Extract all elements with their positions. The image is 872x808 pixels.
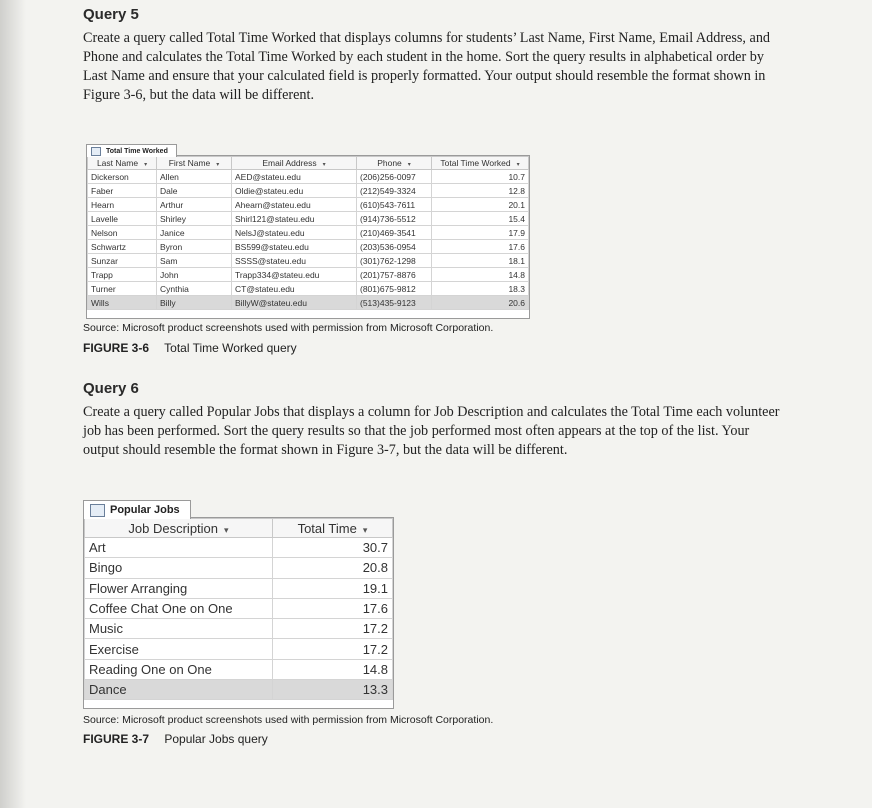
table-cell[interactable]: Byron (157, 240, 232, 254)
query6-heading: Query 6 (83, 380, 139, 397)
table-cell[interactable]: Ahearn@stateu.edu (232, 198, 357, 212)
column-header[interactable] (157, 157, 232, 170)
table-cell[interactable]: (201)757-8876 (357, 268, 432, 282)
table-row[interactable] (88, 240, 529, 254)
table-cell[interactable]: (210)469-3541 (357, 226, 432, 240)
query5-heading: Query 5 (83, 6, 139, 23)
query5-instructions: Create a query called Total Time Worked that displays columns for students’ Last Name, First Name, Email Address, and Phone and calculates the Total Time Worked by each student in the home. Sort the query results in alphabetical order by Last Name and ensure that your calculated field is properly formatted. Your output should resemble the format shown in Figure 3-6, but the data will be different. (83, 30, 771, 103)
column-header-label: Last Name (96, 158, 139, 168)
dropdown-arrow-icon[interactable]: ▾ (362, 524, 368, 535)
column-header[interactable] (357, 157, 432, 170)
table-cell[interactable]: Wills (88, 296, 157, 310)
table-row[interactable] (85, 538, 393, 558)
table-cell[interactable]: 19.1 (273, 578, 393, 598)
dropdown-arrow-icon[interactable]: ▾ (216, 162, 220, 168)
table-cell[interactable]: 17.6 (273, 598, 393, 618)
table-cell[interactable]: (206)256-0097 (357, 170, 432, 184)
table-cell[interactable]: 17.9 (432, 226, 529, 240)
column-header[interactable] (88, 157, 157, 170)
datasheet-table (87, 156, 529, 310)
dropdown-arrow-icon[interactable]: ▾ (516, 162, 520, 168)
table-cell[interactable]: 13.3 (273, 680, 393, 700)
table-cell[interactable]: 17.6 (432, 240, 529, 254)
table-row[interactable] (85, 558, 393, 578)
table-row[interactable] (88, 212, 529, 226)
table-cell[interactable]: (801)675-9812 (357, 282, 432, 296)
table-cell[interactable]: Dickerson (88, 170, 157, 184)
table-row[interactable] (88, 198, 529, 212)
table-cell[interactable]: Music (85, 619, 273, 639)
table-row[interactable] (85, 639, 393, 659)
table-cell[interactable]: Arthur (157, 198, 232, 212)
table-cell[interactable]: Trapp (88, 268, 157, 282)
dropdown-arrow-icon[interactable]: ▾ (407, 162, 411, 168)
table-cell[interactable]: 17.2 (273, 639, 393, 659)
column-header[interactable] (432, 157, 529, 170)
table-cell[interactable]: Trapp334@stateu.edu (232, 268, 357, 282)
column-header-label: First Name (168, 158, 211, 168)
table-row[interactable] (85, 659, 393, 679)
table-cell[interactable]: 20.6 (432, 296, 529, 310)
figure6-title: Total Time Worked query (164, 341, 297, 355)
table-row[interactable] (88, 170, 529, 184)
dropdown-arrow-icon[interactable]: ▾ (224, 524, 229, 535)
figure7-caption (83, 732, 268, 746)
table-cell[interactable]: Sam (157, 254, 232, 268)
table-cell[interactable]: 30.7 (273, 538, 393, 558)
table-cell[interactable]: 10.7 (432, 170, 529, 184)
table-cell[interactable]: (914)736-5512 (357, 212, 432, 226)
table-cell[interactable]: Billy (157, 296, 232, 310)
datasheet-tab[interactable] (83, 500, 191, 519)
table-row[interactable] (85, 598, 393, 618)
datasheet-tab-label: Popular Jobs (110, 504, 180, 516)
table-cell[interactable]: 17.2 (273, 619, 393, 639)
figure6-number: FIGURE 3-6 (83, 341, 150, 355)
table-row[interactable] (88, 268, 529, 282)
table-cell[interactable]: Dale (157, 184, 232, 198)
column-header-label: Phone (377, 158, 402, 168)
table-cell[interactable]: BillyW@stateu.edu (232, 296, 357, 310)
table-cell[interactable]: Allen (157, 170, 232, 184)
query-icon (90, 504, 105, 517)
query5-section (83, 6, 783, 105)
query-icon (91, 147, 101, 156)
table-cell[interactable]: 14.8 (432, 268, 529, 282)
dropdown-arrow-icon[interactable]: ▾ (144, 162, 148, 168)
query6-instructions: Create a query called Popular Jobs that displays a column for Job Description and calculates the Total Time each volunteer job has been performed. Sort the query results so that the job performed most often appears at the top of the list. Your output should resemble the format shown in Figure 3-7, but the data will be different. (83, 404, 780, 458)
table-cell[interactable]: 14.8 (273, 659, 393, 679)
table-cell[interactable]: 20.1 (432, 198, 529, 212)
table-row[interactable] (88, 254, 529, 268)
table-cell[interactable]: Schwartz (88, 240, 157, 254)
column-header-label: Total Time (297, 520, 357, 536)
figure7-source: Source: Microsoft product screenshots used with permission from Microsoft Corporation. (83, 714, 494, 726)
table-row[interactable] (88, 282, 529, 296)
table-cell[interactable]: Cynthia (157, 282, 232, 296)
table-cell[interactable]: Sunzar (88, 254, 157, 268)
table-cell[interactable]: (513)435-9123 (357, 296, 432, 310)
table-cell[interactable]: AED@stateu.edu (232, 170, 357, 184)
table-cell[interactable]: NelsJ@stateu.edu (232, 226, 357, 240)
table-cell[interactable]: Shirl121@stateu.edu (232, 212, 357, 226)
column-header[interactable] (273, 519, 393, 538)
table-cell[interactable]: Turner (88, 282, 157, 296)
table-cell[interactable]: Coffee Chat One on One (85, 598, 273, 618)
table-cell[interactable]: BS599@stateu.edu (232, 240, 357, 254)
table-cell[interactable]: SSSS@stateu.edu (232, 254, 357, 268)
datasheet-table (84, 518, 393, 700)
column-header-label: Email Address (262, 158, 317, 168)
popular-jobs-datasheet (83, 504, 394, 709)
figure6-source: Source: Microsoft product screenshots used with permission from Microsoft Corporation. (83, 322, 494, 334)
table-cell[interactable]: 18.1 (432, 254, 529, 268)
table-cell[interactable]: Bingo (85, 558, 273, 578)
page-gutter-shadow (0, 0, 26, 808)
table-cell[interactable]: John (157, 268, 232, 282)
table-cell[interactable]: 20.8 (273, 558, 393, 578)
figure6-caption (83, 341, 297, 355)
dropdown-arrow-icon[interactable]: ▾ (322, 162, 326, 168)
table-cell[interactable]: Dance (85, 680, 273, 700)
table-cell[interactable]: 15.4 (432, 212, 529, 226)
table-row[interactable] (85, 578, 393, 598)
column-header[interactable] (232, 157, 357, 170)
table-cell[interactable]: Nelson (88, 226, 157, 240)
table-cell[interactable]: Janice (157, 226, 232, 240)
table-cell[interactable]: Faber (88, 184, 157, 198)
table-row[interactable] (88, 226, 529, 240)
table-row[interactable] (85, 680, 393, 700)
table-cell[interactable]: Reading One on One (85, 659, 273, 679)
table-cell[interactable]: Flower Arranging (85, 578, 273, 598)
column-header[interactable] (85, 519, 273, 538)
table-row[interactable] (85, 619, 393, 639)
table-cell[interactable]: Shirley (157, 212, 232, 226)
table-cell[interactable]: (212)549-3324 (357, 184, 432, 198)
table-cell[interactable]: Exercise (85, 639, 273, 659)
table-cell[interactable]: Art (85, 538, 273, 558)
table-cell[interactable]: 18.3 (432, 282, 529, 296)
table-row[interactable] (88, 296, 529, 310)
datasheet-tab[interactable] (86, 144, 177, 157)
table-cell[interactable]: 12.8 (432, 184, 529, 198)
figure7-title: Popular Jobs query (164, 732, 268, 746)
table-cell[interactable]: (203)536-0954 (357, 240, 432, 254)
table-cell[interactable]: (610)543-7611 (357, 198, 432, 212)
table-cell[interactable]: CT@stateu.edu (232, 282, 357, 296)
table-row[interactable] (88, 184, 529, 198)
table-cell[interactable]: Hearn (88, 198, 157, 212)
table-cell[interactable]: Lavelle (88, 212, 157, 226)
column-header-label: Total Time Worked (440, 158, 511, 168)
query6-section (83, 380, 783, 460)
total-time-worked-datasheet (86, 147, 530, 319)
column-header-label: Job Description (128, 520, 219, 536)
table-cell[interactable]: (301)762-1298 (357, 254, 432, 268)
figure7-number: FIGURE 3-7 (83, 732, 150, 746)
table-cell[interactable]: Oldie@stateu.edu (232, 184, 357, 198)
datasheet-tab-label: Total Time Worked (106, 147, 168, 155)
